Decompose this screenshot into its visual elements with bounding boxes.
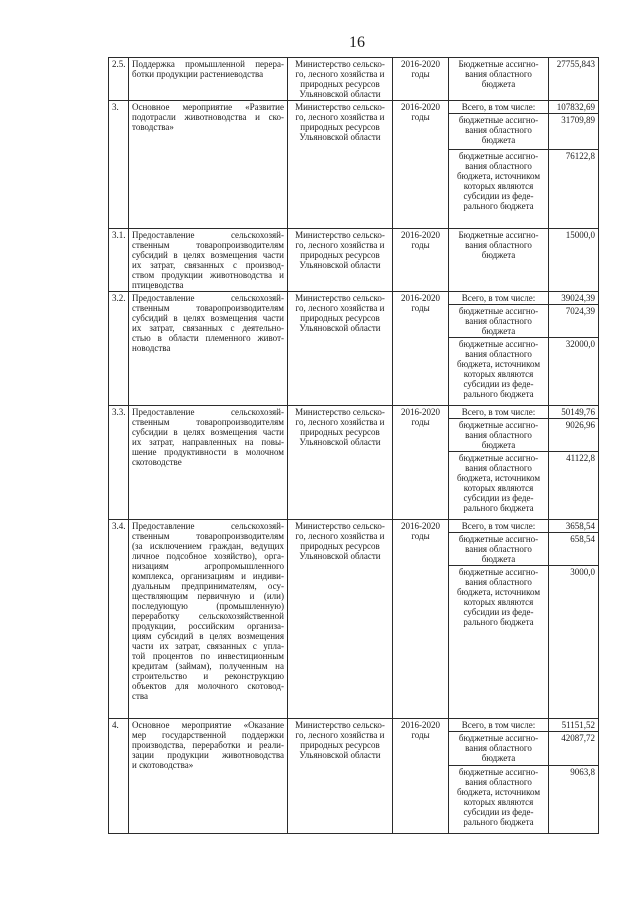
text-line: стью в области племенного живот- [132, 333, 284, 343]
funding-source [449, 229, 549, 292]
text-line: переработку сельскохозяйственной [132, 611, 284, 621]
text-line: Ульяновской области [299, 89, 381, 99]
text-line: субсидии из феде- [463, 379, 534, 389]
responsible-executor [288, 229, 393, 292]
text-line: рального бюджета [463, 503, 534, 513]
funding-source-federal [449, 150, 549, 229]
text-line: мер государственной поддержки [132, 730, 284, 740]
text-line: вания областного [465, 463, 532, 473]
text-line: Ульяновской области [299, 750, 381, 760]
funding-source-total [449, 101, 549, 114]
funding-amount-total: 39024,39 [549, 292, 599, 305]
table-row [109, 101, 599, 114]
text-line: бюджетные ассигно- [458, 453, 539, 463]
text-line: природных ресурсов [300, 740, 380, 750]
funding-amount-federal: 9063,8 [549, 766, 599, 834]
row-number: 3.2. [109, 292, 129, 406]
text-line: Министерство сельско- [295, 293, 385, 303]
text-line: 2016-2020 [401, 230, 440, 240]
text-line: ственным товаропроизводителям [132, 417, 284, 427]
funding-source-regional [449, 114, 549, 150]
text-line: ботки продукции растениеводства [132, 69, 264, 79]
funding-amount-total: 50149,76 [549, 406, 599, 419]
text-line: их затрат, связанных с производ- [132, 260, 284, 270]
text-line: той процентов по инвестиционным [132, 651, 284, 661]
text-line: Ульяновской области [299, 437, 381, 447]
text-line: ственным товаропроизводителям [132, 303, 284, 313]
text-line: бюджетные ассигно- [458, 733, 539, 743]
implementation-period [393, 292, 449, 406]
text-line: го, лесного хозяйства и [295, 69, 385, 79]
responsible-executor [288, 406, 393, 520]
program-activities-table [108, 57, 599, 834]
funding-source-regional [449, 533, 549, 566]
text-line: зации продукции животноводства [132, 750, 284, 760]
text-line: товодства» [132, 122, 174, 132]
activity-title [129, 292, 288, 406]
text-line: шение продуктивности в молочном [132, 447, 284, 457]
funding-amount-federal: 76122,8 [549, 150, 599, 229]
text-line: субсидии из феде- [463, 191, 534, 201]
text-line: годы [411, 112, 430, 122]
text-line: природных ресурсов [300, 122, 380, 132]
text-line: природных ресурсов [300, 79, 380, 89]
text-line: которых являются [463, 797, 534, 807]
responsible-executor [288, 520, 393, 719]
text-line: Основное мероприятие «Оказание [132, 720, 284, 730]
row-number: 2.5. [109, 58, 129, 101]
text-line: Ульяновской области [299, 260, 381, 270]
text-line: вания областного [465, 743, 532, 753]
funding-amount-regional: 42087,72 [549, 732, 599, 766]
text-line: бюджета, источником [456, 587, 541, 597]
text-line: субсидии из феде- [463, 807, 534, 817]
text-line: субсидии из феде- [463, 607, 534, 617]
text-line: ства [132, 691, 149, 701]
text-line: которых являются [463, 181, 534, 191]
text-line: вания областного [465, 125, 532, 135]
row-number: 3. [109, 101, 129, 229]
text-line: их затрат, направленных на повы- [132, 437, 284, 447]
text-line: которых являются [463, 369, 534, 379]
row-number: 3.1. [109, 229, 129, 292]
table-row [109, 719, 599, 732]
text-line: новодства [132, 343, 171, 353]
text-line: кредитам (займам), полученным на [132, 661, 284, 671]
text-line: 2016-2020 [401, 720, 440, 730]
text-line: Министерство сельско- [295, 407, 385, 417]
text-line: которых являются [463, 597, 534, 607]
text-line: Всего, в том числе: [461, 407, 536, 417]
text-line: бюджета [481, 554, 516, 564]
row-number: 4. [109, 719, 129, 834]
text-line: годы [411, 303, 430, 313]
text-line: Всего, в том числе: [461, 521, 536, 531]
text-line: Министерство сельско- [295, 230, 385, 240]
table-row [109, 406, 599, 419]
page-number: 16 [349, 34, 365, 51]
funding-source-regional [449, 732, 549, 766]
text-line: 2016-2020 [401, 293, 440, 303]
text-line: бюджета [481, 79, 516, 89]
text-line: субсидии в целях возмещения части [132, 427, 284, 437]
table-row [109, 292, 599, 305]
text-line: вания областного [465, 777, 532, 787]
funding-amount-federal: 3000,0 [549, 566, 599, 719]
text-line: вания областного [465, 349, 532, 359]
text-line: бюджетные ассигно- [458, 767, 539, 777]
text-line: рального бюджета [463, 617, 534, 627]
text-line: циям субсидий в целях возмещения [132, 631, 284, 641]
funding-source-federal [449, 338, 549, 406]
text-line: Министерство сельско- [295, 720, 385, 730]
text-line: продукции, российским организа- [132, 621, 284, 631]
text-line: Всего, в том числе: [461, 720, 536, 730]
funding-source [449, 58, 549, 101]
responsible-executor [288, 58, 393, 101]
text-line: части их затрат, связанных с упла- [132, 641, 284, 651]
funding-amount-federal: 41122,8 [549, 452, 599, 520]
funding-source-federal [449, 766, 549, 834]
text-line: природных ресурсов [300, 541, 380, 551]
text-line: последующую (промышленную) [132, 601, 284, 611]
text-line: 2016-2020 [401, 521, 440, 531]
text-line: бюджета, источником [456, 787, 541, 797]
funding-amount-regional: 658,54 [549, 533, 599, 566]
text-line: годы [411, 69, 430, 79]
text-line: Предоставление сельскохозяй- [132, 293, 284, 303]
text-line: объектов для молочного скотовод- [132, 681, 284, 691]
text-line: го, лесного хозяйства и [295, 730, 385, 740]
responsible-executor [288, 101, 393, 229]
activity-title [129, 520, 288, 719]
text-line: ственным товаропроизводителям [132, 240, 284, 250]
funding-amount: 27755,843 [549, 58, 599, 101]
table-row [109, 58, 599, 101]
text-line: природных ресурсов [300, 313, 380, 323]
text-line: Поддержка промышленной перера- [132, 59, 284, 69]
activity-title [129, 719, 288, 834]
text-line: (за исключением граждан, ведущих [132, 541, 284, 551]
text-line: вания областного [465, 240, 532, 250]
activity-title [129, 229, 288, 292]
text-line: годы [411, 240, 430, 250]
text-line: бюджета [481, 135, 516, 145]
text-line: комплекса, организациям и индиви- [132, 571, 284, 581]
text-line: птицеводства [132, 280, 184, 290]
implementation-period [393, 520, 449, 719]
row-number: 3.3. [109, 406, 129, 520]
text-line: Основное мероприятие «Развитие [132, 102, 284, 112]
table-row [109, 229, 599, 292]
text-line: бюджета [481, 326, 516, 336]
text-line: вания областного [465, 544, 532, 554]
text-line: Министерство сельско- [295, 59, 385, 69]
funding-source-federal [449, 452, 549, 520]
funding-source-total [449, 406, 549, 419]
text-line: ством продукции животноводства и [132, 270, 284, 280]
funding-source-federal [449, 566, 549, 719]
text-line: 2016-2020 [401, 59, 440, 69]
text-line: годы [411, 730, 430, 740]
funding-amount-regional: 7024,39 [549, 305, 599, 338]
funding-amount-regional: 9026,96 [549, 419, 599, 452]
implementation-period [393, 58, 449, 101]
funding-amount-total: 107832,69 [549, 101, 599, 114]
activity-title [129, 101, 288, 229]
text-line: Министерство сельско- [295, 102, 385, 112]
implementation-period [393, 229, 449, 292]
text-line: Ульяновской области [299, 132, 381, 142]
table-row [109, 520, 599, 533]
text-line: субсидий в целях возмещения части [132, 250, 284, 260]
text-line: Бюджетные ассигно- [458, 59, 539, 69]
text-line: рального бюджета [463, 389, 534, 399]
text-line: годы [411, 531, 430, 541]
text-line: производства, переработки и реали- [132, 740, 284, 750]
funding-source-regional [449, 305, 549, 338]
text-line: низациям агропромышленного [132, 561, 284, 571]
text-line: вания областного [465, 316, 532, 326]
text-line: го, лесного хозяйства и [295, 303, 385, 313]
text-line: Предоставление сельскохозяй- [132, 521, 284, 531]
text-line: бюджета, источником [456, 473, 541, 483]
text-line: скотоводстве [132, 457, 182, 467]
text-line: которых являются [463, 483, 534, 493]
text-line: дуальным предпринимателям, осу- [132, 581, 284, 591]
activity-title [129, 406, 288, 520]
text-line: Бюджетные ассигно- [458, 230, 539, 240]
funding-source-total [449, 719, 549, 732]
implementation-period [393, 101, 449, 229]
text-line: бюджетные ассигно- [458, 115, 539, 125]
text-line: Всего, в том числе: [461, 293, 536, 303]
text-line: бюджета, источником [456, 359, 541, 369]
text-line: природных ресурсов [300, 427, 380, 437]
text-line: рального бюджета [463, 201, 534, 211]
text-line: рального бюджета [463, 817, 534, 827]
text-line: бюджета, источником [456, 171, 541, 181]
text-line: вания областного [465, 69, 532, 79]
text-line: природных ресурсов [300, 250, 380, 260]
text-line: Ульяновской области [299, 323, 381, 333]
text-line: Министерство сельско- [295, 521, 385, 531]
text-line: их затрат, связанных с деятельно- [132, 323, 284, 333]
text-line: бюджетные ассигно- [458, 534, 539, 544]
text-line: годы [411, 417, 430, 427]
text-line: бюджета [481, 250, 516, 260]
implementation-period [393, 719, 449, 834]
row-number: 3.4. [109, 520, 129, 719]
text-line: Ульяновской области [299, 551, 381, 561]
funding-source-total [449, 292, 549, 305]
text-line: вания областного [465, 430, 532, 440]
responsible-executor [288, 719, 393, 834]
text-line: Предоставление сельскохозяй- [132, 407, 284, 417]
funding-source-regional [449, 419, 549, 452]
activity-title [129, 58, 288, 101]
text-line: субсидий в целях возмещения части [132, 313, 284, 323]
text-line: вания областного [465, 161, 532, 171]
text-line: субсидии из феде- [463, 493, 534, 503]
text-line: бюджета [481, 440, 516, 450]
text-line: строительство и реконструкцию [132, 671, 284, 681]
text-line: бюджетные ассигно- [458, 420, 539, 430]
text-line: бюджета [481, 753, 516, 763]
funding-amount-total: 3658,54 [549, 520, 599, 533]
text-line: бюджетные ассигно- [458, 567, 539, 577]
text-line: вания областного [465, 577, 532, 587]
responsible-executor [288, 292, 393, 406]
text-line: Предоставление сельскохозяй- [132, 230, 284, 240]
text-line: ственным товаропроизводителям [132, 531, 284, 541]
text-line: 2016-2020 [401, 407, 440, 417]
text-line: 2016-2020 [401, 102, 440, 112]
text-line: ществляющим первичную и (или) [132, 591, 284, 601]
funding-amount-total: 51151,52 [549, 719, 599, 732]
implementation-period [393, 406, 449, 520]
text-line: бюджетные ассигно- [458, 306, 539, 316]
text-line: го, лесного хозяйства и [295, 417, 385, 427]
text-line: личное подсобное хозяйство), орга- [132, 551, 284, 561]
text-line: бюджетные ассигно- [458, 151, 539, 161]
text-line: го, лесного хозяйства и [295, 531, 385, 541]
text-line: го, лесного хозяйства и [295, 240, 385, 250]
funding-source-total [449, 520, 549, 533]
text-line: бюджетные ассигно- [458, 339, 539, 349]
text-line: и скотоводства» [132, 760, 194, 770]
text-line: подотрасли животноводства и ско- [132, 112, 284, 122]
text-line: го, лесного хозяйства и [295, 112, 385, 122]
text-line: Всего, в том числе: [461, 102, 536, 112]
funding-amount-federal: 32000,0 [549, 338, 599, 406]
funding-amount-regional: 31709,89 [549, 114, 599, 150]
funding-amount: 15000,0 [549, 229, 599, 292]
